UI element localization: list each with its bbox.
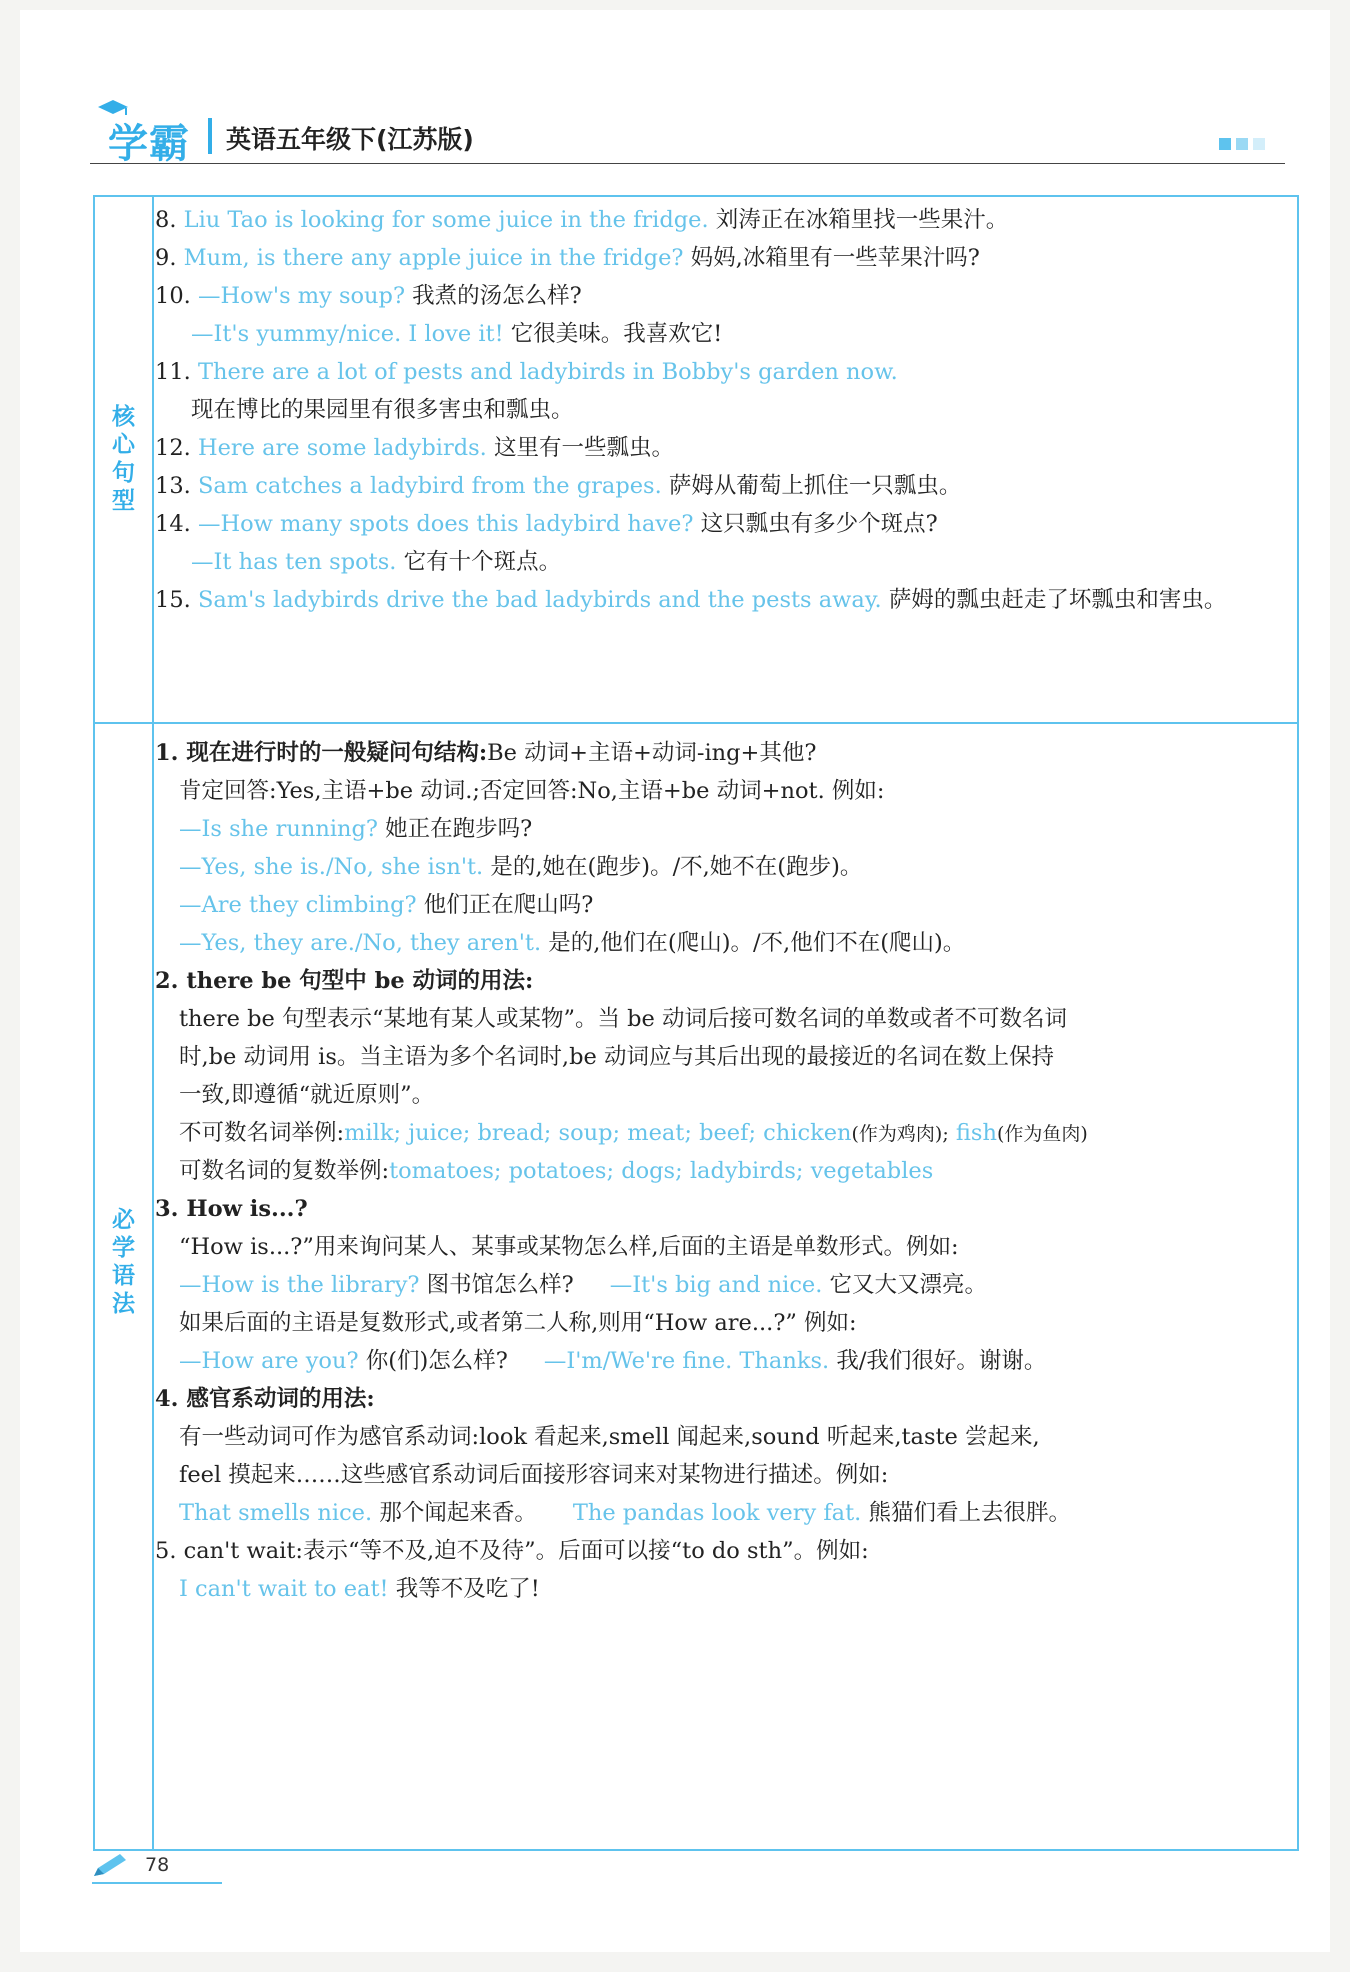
item-number: 11.: [155, 359, 191, 385]
example-line: [179, 886, 593, 924]
side-label-grammar: [95, 1206, 152, 1318]
example-zh: 它又大又漂亮。: [829, 1272, 988, 1298]
example-line: [179, 810, 532, 848]
example-en: —It's big and nice.: [609, 1272, 823, 1298]
list-item: [155, 429, 674, 467]
item-number: 9.: [155, 245, 177, 271]
side-label-text: 核心句型: [112, 404, 135, 514]
pencil-icon: [90, 1852, 134, 1880]
example-line: [179, 1494, 1071, 1532]
list-item: [155, 239, 980, 277]
example-line: [179, 848, 862, 886]
content-box: [93, 195, 1299, 1851]
item-number: 13.: [155, 473, 191, 499]
list-item: [155, 581, 1226, 619]
label: 不可数名词举例:: [179, 1120, 345, 1146]
list-item: [191, 315, 722, 353]
example-zh: 是的,他们在(爬山)。/不,他们不在(爬山)。: [548, 930, 966, 956]
example-en: milk; juice; bread; soup; meat; beef; chicken: [344, 1120, 852, 1146]
side-label-text: 必学语法: [112, 1207, 135, 1317]
example-en: That smells nice.: [179, 1500, 373, 1526]
grammar-title: 1. 现在进行时的一般疑问句结构:: [155, 740, 488, 766]
sentence-zh: 妈妈,冰箱里有一些苹果汁吗?: [690, 245, 980, 271]
sentence-en: Mum, is there any apple juice in the fridge?: [183, 245, 684, 271]
example-en: —I'm/We're fine. Thanks.: [543, 1348, 830, 1374]
sentence-en: Liu Tao is looking for some juice in the fridge.: [183, 207, 709, 233]
sentence-zh: 它很美味。我喜欢它!: [510, 321, 723, 347]
example-line: [179, 1342, 1046, 1380]
list-item: [155, 467, 961, 505]
section-divider: [95, 722, 1297, 724]
grammar-text: feel 摸起来……这些感官系动词后面接形容词来对某物进行描述。例如:: [179, 1462, 889, 1488]
example-en: —How is the library?: [179, 1272, 420, 1298]
example-zh: 是的,她在(跑步)。/不,她不在(跑步)。: [490, 854, 863, 880]
example-en: —Yes, she is./No, she isn't.: [179, 854, 484, 880]
sentence-zh: 萨姆从葡萄上抓住一只瓢虫。: [668, 473, 962, 499]
sentence-en: There are a lot of pests and ladybirds in Bobby's garden now.: [197, 359, 898, 385]
uncountable-examples: [179, 1114, 1088, 1152]
sentence-en: Here are some ladybirds.: [197, 435, 487, 461]
example-en: —How are you?: [179, 1348, 359, 1374]
sentence-zh: 萨姆的瓢虫赶走了坏瓢虫和害虫。: [888, 587, 1227, 613]
example-zh: 他们正在爬山吗?: [423, 892, 594, 918]
example-en: tomatoes; potatoes; dogs; ladybirds; vegetables: [389, 1158, 934, 1184]
example-en: fish: [955, 1120, 997, 1146]
example-zh: 我/我们很好。谢谢。: [836, 1348, 1047, 1374]
header-squares-icon: [1219, 138, 1265, 150]
label: 可数名词的复数举例:: [179, 1158, 390, 1184]
example-en: I can't wait to eat!: [179, 1576, 389, 1602]
example-zh: 她正在跑步吗?: [385, 816, 533, 842]
list-item: [155, 353, 898, 391]
grammar-formula: Be 动词+主语+动词-ing+其他?: [487, 740, 817, 766]
sentence-en: —How many spots does this ladybird have?: [197, 511, 694, 537]
section-label-grammar: [95, 724, 154, 1849]
list-item: [155, 277, 582, 315]
item-number: 15.: [155, 587, 191, 613]
example-line: [179, 1570, 540, 1608]
example-zh: 图书馆怎么样?: [426, 1272, 574, 1298]
example-zh: 我等不及吃了!: [395, 1576, 540, 1602]
page-number: 78: [145, 1854, 170, 1876]
grammar-text: 如果后面的主语是复数形式,或者第二人称,则用“How are...?” 例如:: [179, 1310, 857, 1336]
sentence-en: —It has ten spots.: [191, 549, 397, 575]
sentence-en: Sam catches a ladybird from the grapes.: [197, 473, 662, 499]
sentence-zh: 我煮的汤怎么样?: [412, 283, 582, 309]
page-header: [90, 108, 1285, 167]
example-en: —Are they climbing?: [179, 892, 417, 918]
grammar-text: 肯定回答:Yes,主语+be 动词.;否定回答:No,主语+be 动词+not. 例如:: [179, 778, 885, 804]
sentence-zh: 刘涛正在冰箱里找一些果汁。: [715, 207, 1009, 233]
sentence-zh: 它有十个斑点。: [403, 549, 562, 575]
example-line: [179, 1266, 987, 1304]
grammar-heading-3: 3. How is...?: [155, 1196, 308, 1222]
grammar-text: 有一些动词可作为感官系动词:look 看起来,smell 闻起来,sound 听起来,taste 尝起来,: [179, 1424, 1040, 1450]
sentence-zh: 现在博比的果园里有很多害虫和瓢虫。: [191, 397, 574, 423]
example-en: —Is she running?: [179, 816, 378, 842]
example-en: The pandas look very fat.: [572, 1500, 862, 1526]
section-label-sentences: [95, 197, 154, 722]
example-line: [179, 924, 965, 962]
example-zh: 你(们)怎么样?: [365, 1348, 508, 1374]
example-en: —Yes, they are./No, they aren't.: [179, 930, 542, 956]
note: (作为鸡肉);: [851, 1123, 949, 1145]
brand-logo: 学霸: [108, 121, 190, 167]
sentence-en: Sam's ladybirds drive the bad ladybirds and the pests away.: [197, 587, 882, 613]
sentence-zh: 这只瓢虫有多少个斑点?: [700, 511, 938, 537]
countable-examples: [179, 1152, 933, 1190]
sentence-en: —It's yummy/nice. I love it!: [191, 321, 504, 347]
item-number: 8.: [155, 207, 177, 233]
side-label-sentences: [95, 403, 152, 515]
book-title: 英语五年级下(江苏版): [226, 125, 474, 154]
grammar-heading-5: 5. can't wait:表示“等不及,迫不及待”。后面可以接“to do sth”。例如:: [155, 1538, 869, 1564]
grammar-heading-4: 4. 感官系动词的用法:: [155, 1386, 375, 1412]
note: (作为鱼肉): [996, 1123, 1088, 1145]
brand-divider: [208, 118, 212, 154]
item-number: 12.: [155, 435, 191, 461]
list-item: [155, 201, 1008, 239]
list-item: [191, 543, 561, 581]
grammar-text: 时,be 动词用 is。当主语为多个名词时,be 动词应与其后出现的最接近的名词在数上保持: [179, 1044, 1054, 1070]
grammar-text: 一致,即遵循“就近原则”。: [179, 1082, 435, 1108]
item-number: 10.: [155, 283, 191, 309]
example-zh: 那个闻起来香。: [379, 1500, 537, 1526]
grammar-text: there be 句型表示“某地有某人或某物”。当 be 动词后接可数名词的单数或者不可数名词: [179, 1006, 1067, 1032]
footer-rule: [92, 1882, 222, 1884]
grammar-heading-2: 2. there be 句型中 be 动词的用法:: [155, 968, 534, 994]
item-number: 14.: [155, 511, 191, 537]
grammar-text: “How is...?”用来询问某人、某事或某物怎么样,后面的主语是单数形式。例如:: [179, 1234, 959, 1260]
sentence-zh: 这里有一些瓢虫。: [493, 435, 674, 461]
page: [20, 10, 1330, 1952]
list-item: [191, 391, 574, 429]
list-item: [155, 505, 938, 543]
grammar-heading-1: [155, 734, 816, 772]
example-zh: 熊猫们看上去很胖。: [868, 1500, 1071, 1526]
sentence-en: —How's my soup?: [197, 283, 406, 309]
